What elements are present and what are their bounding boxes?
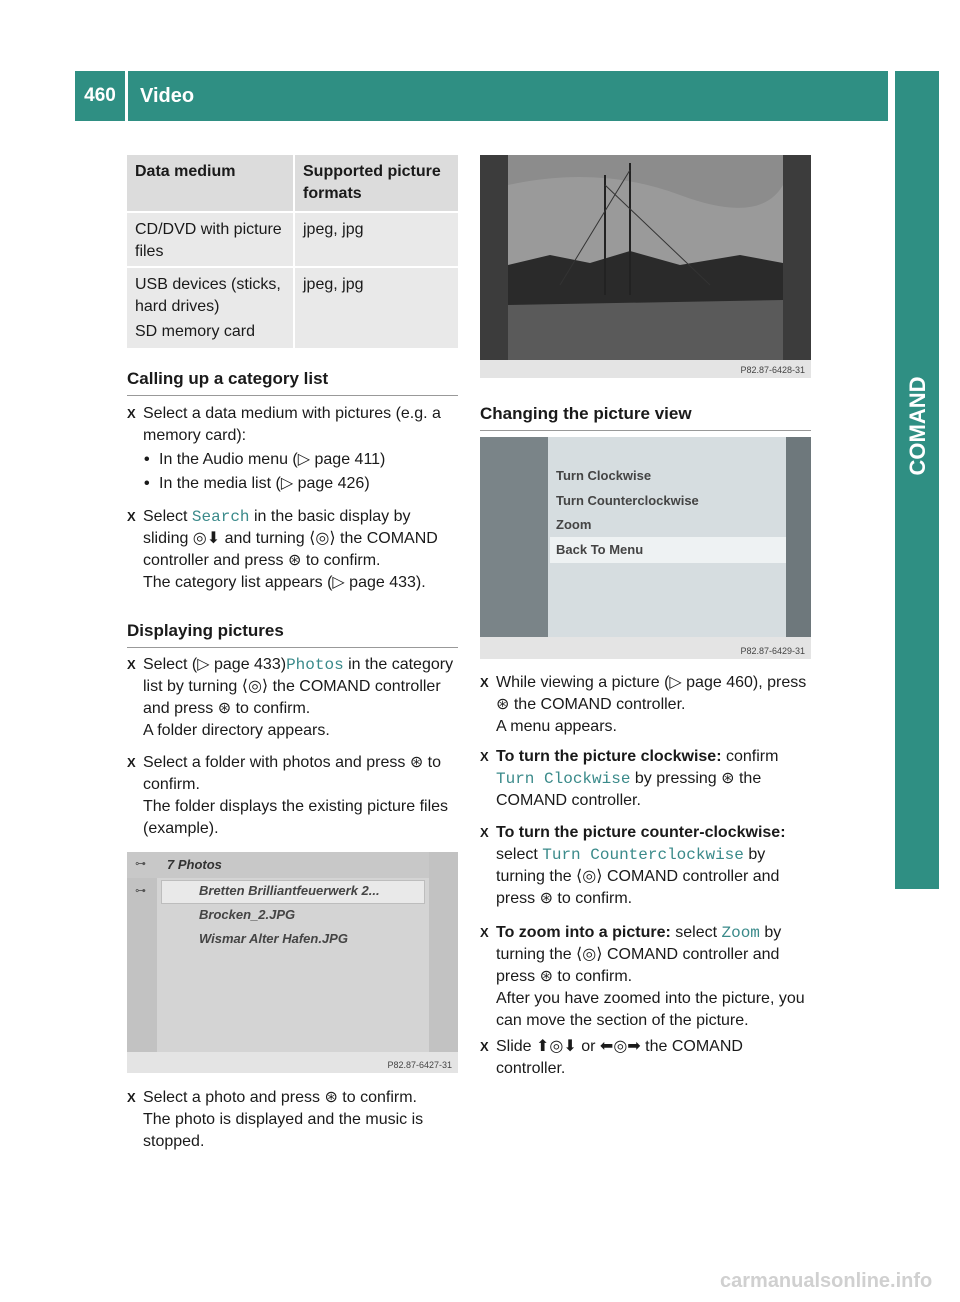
step-arrow-icon: X bbox=[127, 755, 136, 770]
step-arrow-icon: X bbox=[480, 925, 489, 940]
list-item: Bretten Brilliantfeuerwerk 2... bbox=[199, 883, 380, 898]
table-cell: jpeg, jpg bbox=[303, 221, 364, 238]
menu-term-turn-clockwise: Turn Clockwise bbox=[496, 770, 631, 788]
screen-title: 7 Photos bbox=[167, 857, 222, 872]
table-row bbox=[127, 268, 458, 350]
instruction-step: X Select a photo and press ⊛ to confirm. The photo is displayed and the music is stopped. bbox=[127, 1089, 424, 1150]
supported-formats-table bbox=[127, 155, 458, 350]
instruction-step: X To zoom into a picture: select Zoom by turning the ⟨◎⟩ COMAND controller and press ⊛ to confirm. After you have zoomed into the picture, you can move the section of the picture. bbox=[480, 924, 805, 1029]
section-title-category-list: Calling up a category list bbox=[127, 368, 458, 396]
section-title-picture-view: Changing the picture view bbox=[480, 403, 811, 431]
instruction-step: X To turn the picture counter-clockwise: select Turn Counterclockwise by turning the ⟨◎⟩ COMAND controller and press ⊛ to confirm. bbox=[480, 824, 786, 907]
screen-right-rail bbox=[429, 852, 458, 1052]
harbor-photo-image bbox=[480, 155, 811, 378]
bullet-icon: • bbox=[144, 475, 150, 492]
chapter-side-label: COMAND bbox=[905, 376, 930, 476]
figure-code: P82.87-6427-31 bbox=[387, 1060, 452, 1070]
header-divider bbox=[125, 71, 128, 121]
menu-term-search: Search bbox=[191, 508, 250, 526]
menu-term-turn-counterclockwise: Turn Counterclockwise bbox=[542, 846, 744, 864]
step-arrow-icon: X bbox=[127, 1090, 136, 1105]
step-arrow-icon: X bbox=[127, 509, 136, 524]
instruction-step: X Select a data medium with pictures (e.g. a memory card): bbox=[127, 405, 441, 444]
page-title: Video bbox=[140, 85, 195, 107]
list-item: Wismar Alter Hafen.JPG bbox=[199, 931, 348, 946]
step-arrow-icon: X bbox=[480, 749, 489, 764]
screen-right-rail bbox=[786, 437, 811, 637]
menu-item-back-to-menu: Back To Menu bbox=[556, 542, 644, 557]
table-cell: jpeg, jpg bbox=[303, 276, 364, 293]
table-header-cell: Data medium bbox=[127, 155, 295, 211]
instruction-step: X While viewing a picture (▷ page 460), press ⊛ the COMAND controller. A menu appears. bbox=[480, 674, 807, 735]
screen-photo-strip bbox=[480, 437, 548, 637]
page-number: 460 bbox=[84, 85, 116, 106]
figure-code: P82.87-6428-31 bbox=[740, 365, 805, 375]
menu-term-photos: Photos bbox=[286, 656, 344, 674]
watermark: carmanualsonline.info bbox=[720, 1270, 933, 1292]
table-row bbox=[127, 213, 458, 268]
screen-left-rail bbox=[127, 878, 157, 1052]
table-cell: USB devices (sticks, hard drives) SD memory card bbox=[127, 268, 295, 348]
menu-item-turn-clockwise: Turn Clockwise bbox=[556, 468, 652, 483]
bullet-item: • In the media list (▷ page 426) bbox=[127, 473, 459, 495]
menu-term-zoom: Zoom bbox=[721, 924, 760, 942]
menu-item-zoom: Zoom bbox=[556, 517, 592, 532]
instruction-step: X To turn the picture clockwise: confirm Turn Clockwise by pressing ⊛ the COMAND controller. bbox=[480, 748, 779, 809]
step-arrow-icon: X bbox=[480, 1039, 489, 1054]
step-arrow-icon: X bbox=[480, 675, 489, 690]
menu-item-turn-counterclockwise: Turn Counterclockwise bbox=[556, 493, 699, 508]
section-title-displaying-pictures: Displaying pictures bbox=[127, 620, 458, 648]
step-arrow-icon: X bbox=[127, 406, 136, 421]
table-header-cell: Supported picture formats bbox=[303, 163, 441, 202]
figure-code: P82.87-6429-31 bbox=[740, 646, 805, 656]
folder-icon: ⊶ bbox=[135, 858, 146, 870]
folder-list-screenshot bbox=[127, 852, 458, 1073]
table-header-row bbox=[127, 155, 458, 213]
instruction-step: X Select a folder with photos and press ⊛ to confirm. The folder displays the existing picture files (example). bbox=[127, 754, 449, 837]
instruction-step: X Select Search in the basic display by sliding ◎⬇ and turning ⟨◎⟩ the COMAND controller and press ⊛ to confirm. The category list appears (▷ page 433). bbox=[127, 508, 438, 591]
bullet-item: • In the Audio menu (▷ page 411) bbox=[127, 449, 459, 471]
table-cell: CD/DVD with picture files bbox=[127, 213, 295, 266]
photo-screenshot bbox=[480, 155, 811, 378]
instruction-step: X Select (▷ page 433)Photos in the category list by turning ⟨◎⟩ the COMAND controller and press ⊛ to confirm. A folder directory appears. bbox=[127, 656, 454, 739]
bullet-icon: • bbox=[144, 451, 150, 468]
list-item: Brocken_2.JPG bbox=[199, 907, 296, 922]
page-header-bar bbox=[75, 71, 888, 121]
step-arrow-icon: X bbox=[480, 825, 489, 840]
back-icon: ⊶ bbox=[135, 885, 146, 897]
picture-menu-screenshot bbox=[480, 437, 811, 659]
instruction-step: X Slide ⬆◎⬇ or ⬅◎➡ the COMAND controller. bbox=[480, 1038, 743, 1077]
step-arrow-icon: X bbox=[127, 657, 136, 672]
